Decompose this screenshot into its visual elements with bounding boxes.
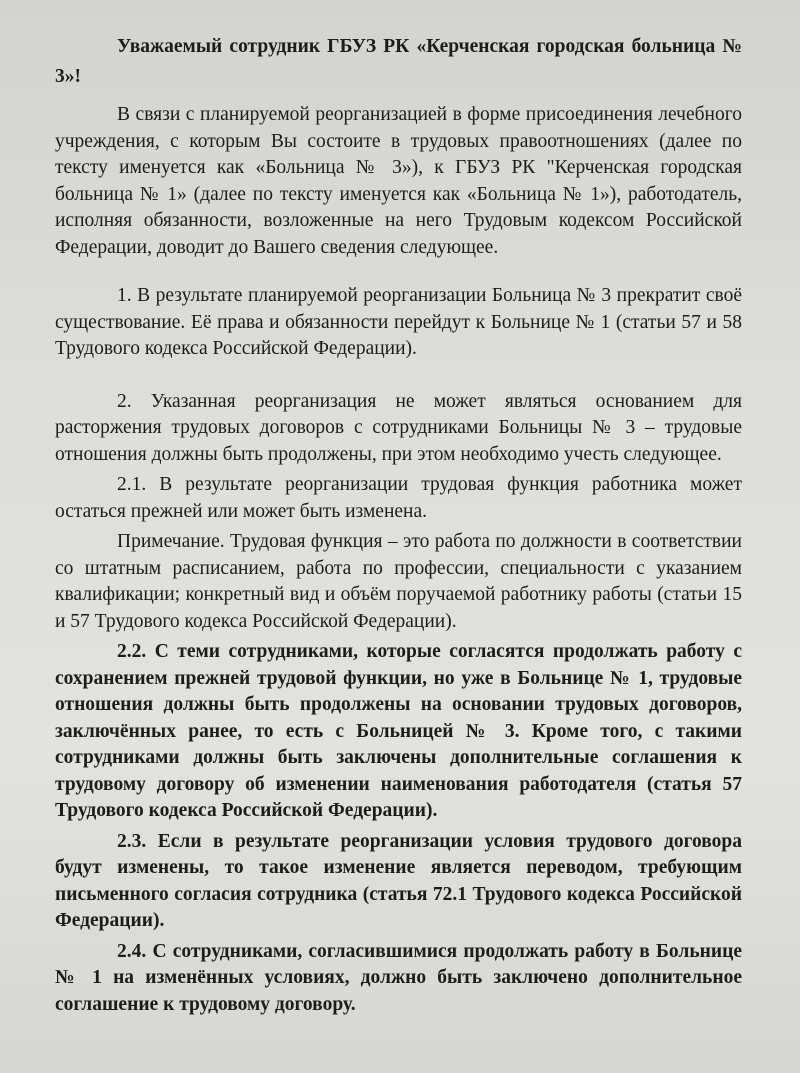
paragraph-1: 1. В результате планируемой реорганизации Больница № 3 прекратит своё существование. Её права и обязанности перейдут к Больнице № 1 (статьи 57 и 58 Трудового кодекса Российской Федерации). [55,285,742,359]
letter-heading: Уважаемый сотрудник ГБУЗ РК «Керченская городская больница № 3»! [55,36,742,87]
intro-paragraph: В связи с планируемой реорганизацией в форме присоединения лечебного учреждения, с которым Вы состоите в трудовых правоотношениях (далее по тексту именуется как «Больница № 3»), к ГБУЗ РК "Керченская городская больница № 1» (далее по тексту именуется как «Больница № 1»), работодатель, исполняя обязанности, возложенные на него Трудовым кодексом Российской Федерации, доводит до Вашего сведения следующее. [55,104,742,258]
paragraph-2: 2. Указанная реорганизация не может являться основанием для расторжения трудовых договоров с сотрудниками Больницы № 3 – трудовые отношения должны быть продолжены, при этом необходимо учесть следующее. [55,390,742,465]
paragraph-2-2: 2.2. С теми сотрудниками, которые согласятся продолжать работу с сохранением прежней трудовой функции, но уже в Больнице № 1, трудовые отношения должны быть продолжены на основании трудовых договоров, заключённых ранее, то есть с Больницей № 3. Кроме того, с такими сотрудниками должны быть заключены дополнительные соглашения к трудовому договору об изменении наименования работодателя (статья 57 Трудового кодекса Российской Федерации). [55,641,742,821]
paragraph-2-1: 2.1. В результате реорганизации трудовая функция работника может остаться прежней или может быть изменена. [55,474,742,522]
note-paragraph: Примечание. Трудовая функция – это работа по должности в соответствии со штатным расписанием, работа по профессии, специальности с указанием квалификации; конкретный вид и объём поручаемой работнику работы (статьи 15 и 57 Трудового кодекса Российской Федерации). [55,531,742,632]
paragraph-2-4: 2.4. С сотрудниками, согласившимися продолжать работу в Больнице № 1 на изменённых условиях, должно быть заключено дополнительное соглашение к трудовому договору. [55,940,742,1015]
paragraph-2-3: 2.3. Если в результате реорганизации условия трудового договора будут изменены, то такое изменение является переводом, требующим письменного согласия сотрудника (статья 72.1 Трудового кодекса Российской Федерации). [55,830,742,931]
